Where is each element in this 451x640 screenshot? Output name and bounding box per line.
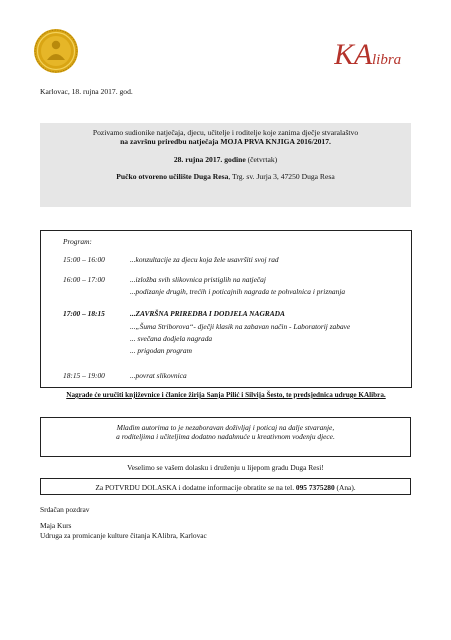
program-row-3 xyxy=(63,309,285,318)
confirm-phone: 095 7375280 xyxy=(295,483,335,492)
confirm-suffix: (Ana). xyxy=(334,483,356,492)
program-time-4: 18:15 – 19:00 xyxy=(63,371,105,380)
invitation-box xyxy=(40,123,411,207)
invitation-line-2: na završnu priredbu natječaja MOJA PRVA KNJIGA 2016/2017. xyxy=(120,137,331,147)
event-date-day: (četvrtak) xyxy=(245,154,278,164)
program-time-3: 17:00 – 18:15 xyxy=(63,309,105,318)
program-text-2b: ...podizanje drugih, trećih i poticajnih nagrada te pohvalnica i priznanja xyxy=(130,287,346,296)
event-date xyxy=(40,155,411,164)
program-sub-1: ...„Šuma Striborova“- dječji klasik na zabavan način - Laboratorij zabave xyxy=(130,322,351,331)
program-text-4: ...povrat slikovnica xyxy=(130,371,187,380)
closing-name: Maja Kurs xyxy=(40,521,72,530)
confirm-box xyxy=(40,478,411,495)
program-row-2 xyxy=(63,275,266,284)
quote-box xyxy=(40,417,411,457)
date-line: Karlovac, 18. rujna 2017. god. xyxy=(40,87,133,96)
program-row-1 xyxy=(63,255,279,264)
program-text-1: ...konzultacije za djecu koja žele usavršiti svoj rad xyxy=(130,255,279,264)
program-label: Program: xyxy=(63,237,92,246)
invitation-line-1: Pozivamo sudionike natječaja, djecu, učitelje i roditelje koje zanima dječje stvaralaštvo xyxy=(92,128,359,137)
program-time-2: 16:00 – 17:00 xyxy=(63,275,105,284)
quote-line-2: a roditeljima i učiteljima dodatno nadahnuće u kreativnom vođenju djece. xyxy=(116,432,335,442)
program-sub-3: ... prigodan program xyxy=(130,346,192,355)
awards-note: Nagrade će uručiti književnice i članice žirija Sanja Pilić i Silvija Šesto, te predsjednica udruge KAlibra. xyxy=(66,391,386,399)
event-venue-bold: Pučko otvoreno učilište Duga Resa xyxy=(116,172,229,182)
program-text-2: ...izložba svih slikovnica pristiglih na natječaj xyxy=(130,275,266,284)
program-time-1: 15:00 – 16:00 xyxy=(63,255,105,264)
program-box xyxy=(40,230,412,388)
confirm-text: Za POTVRDU DOLASKA i dodatne informacije obratite se na tel. xyxy=(95,483,296,492)
event-date-bold: 28. rujna 2017. godine xyxy=(173,154,246,164)
kalibra-logo xyxy=(334,34,414,74)
program-row-4 xyxy=(63,371,187,380)
event-venue xyxy=(40,172,411,181)
program-text-3: ...ZAVRŠNA PRIREDBA I DODJELA NAGRADA xyxy=(130,309,285,318)
closing-greeting: Srdačan pozdrav xyxy=(40,505,90,514)
closing-organization: Udruga za promicanje kulture čitanja KAlibra, Karlovac xyxy=(40,531,207,540)
gold-seal-icon xyxy=(33,28,79,74)
welcome-text: Veselimo se vašem dolasku i druženju u lijepom gradu Duga Resi! xyxy=(127,463,324,472)
logo-libra-text: libra xyxy=(372,52,402,68)
logo-ka-text: KA xyxy=(334,38,373,71)
program-sub-2: ... svečana dodjela nagrada xyxy=(130,334,213,343)
quote-line-1: Mladim autorima to je nezaboravan doživljaj i poticaj na dalje stvaranje, xyxy=(116,423,335,432)
event-venue-address: , Trg. sv. Jurja 3, 47250 Duga Resa xyxy=(228,172,335,182)
